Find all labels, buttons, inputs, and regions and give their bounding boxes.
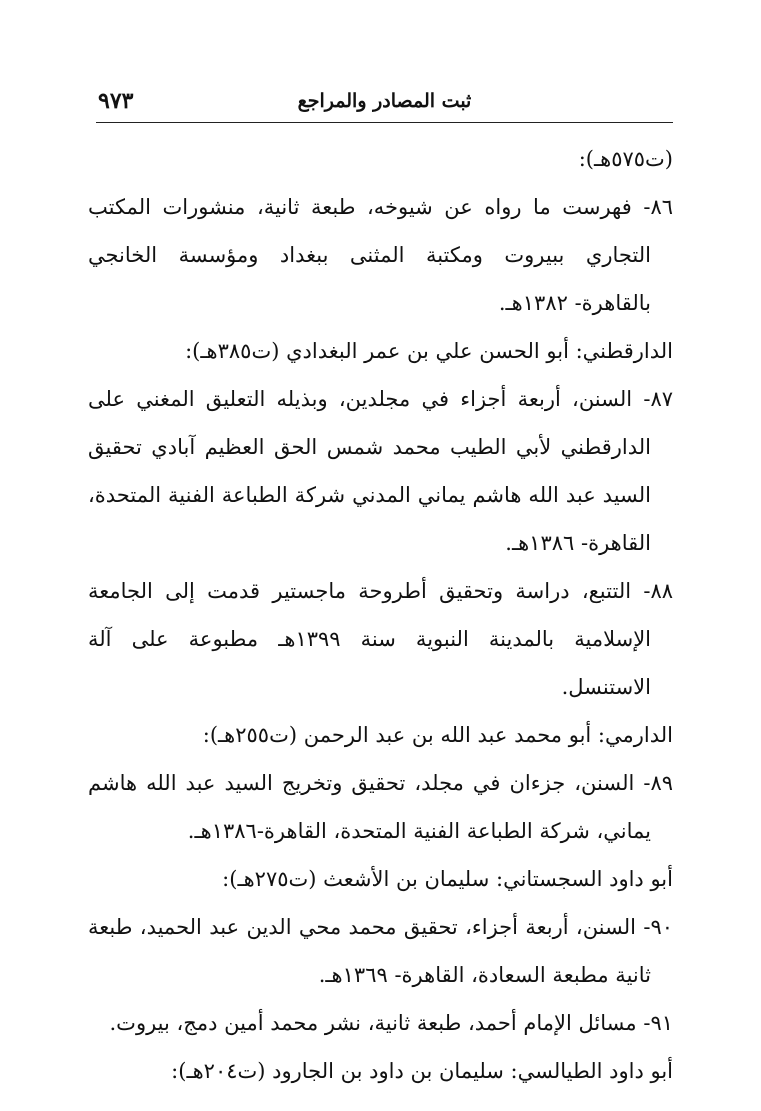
author-heading: (ت٥٧٥هـ): bbox=[578, 147, 673, 171]
entry-continuation-line: الاستنسل. bbox=[561, 675, 651, 699]
entry-continuation-line: الإسلامية بالمدينة النبوية سنة ١٣٩٩هـ مطبوعة على آلة bbox=[88, 627, 652, 651]
page-header bbox=[96, 86, 673, 123]
entry-continuation-line: الدارقطني لأبي الطيب محمد شمس الحق العظيم آبادي تحقيق bbox=[88, 435, 651, 459]
author-heading: الدارقطني: أبو الحسن علي بن عمر البغدادي (ت٣٨٥هـ): bbox=[185, 339, 673, 363]
author-heading: أبو داود الطيالسي: سليمان بن داود بن الجارود (ت٢٠٤هـ): bbox=[171, 1059, 673, 1083]
entry-continuation-line: السيد عبد الله هاشم يماني المدني شركة الطباعة الفنية المتحدة، bbox=[88, 483, 651, 507]
bibliography-body bbox=[88, 135, 673, 1095]
bibliography-entry-line: ٨٩- السنن، جزءان في مجلد، تحقيق وتخريج السيد عبد الله هاشم bbox=[88, 771, 673, 795]
bibliography-entry-line: ٩٠- السنن، أربعة أجزاء، تحقيق محمد محي الدين عبد الحميد، طبعة bbox=[88, 915, 673, 939]
entry-continuation-line: يماني، شركة الطباعة الفنية المتحدة، القاهرة-١٣٨٦هـ. bbox=[187, 819, 651, 843]
entry-continuation-line: التجاري ببيروت ومكتبة المثنى ببغداد ومؤسسة الخانجي bbox=[88, 243, 651, 267]
bibliography-entry-line: ٩١- مسائل الإمام أحمد، طبعة ثانية، نشر محمد أمين دمج، بيروت. bbox=[109, 1011, 673, 1035]
page-number: ٩٧٣ bbox=[98, 88, 134, 114]
bibliography-entry-line: ٨٧- السنن، أربعة أجزاء في مجلدين، وبذيله التعليق المغني على bbox=[88, 387, 673, 411]
author-heading: أبو داود السجستاني: سليمان بن الأشعث (ت٢٧٥هـ): bbox=[222, 867, 673, 891]
entry-continuation-line: القاهرة- ١٣٨٦هـ. bbox=[505, 531, 651, 555]
entry-continuation-line: ثانية مطبعة السعادة، القاهرة- ١٣٦٩هـ. bbox=[318, 963, 651, 987]
entry-continuation-line: بالقاهرة- ١٣٨٢هـ. bbox=[498, 291, 651, 315]
bibliography-entry-line: ٨٨- التتبع، دراسة وتحقيق أطروحة ماجستير قدمت إلى الجامعة bbox=[88, 579, 673, 603]
bibliography-entry-line: ٨٦- فهرست ما رواه عن شيوخه، طبعة ثانية، منشورات المكتب bbox=[88, 195, 673, 219]
running-title: ثبت المصادر والمراجع bbox=[297, 90, 472, 112]
author-heading: الدارمي: أبو محمد عبد الله بن عبد الرحمن (ت٢٥٥هـ): bbox=[202, 723, 673, 747]
